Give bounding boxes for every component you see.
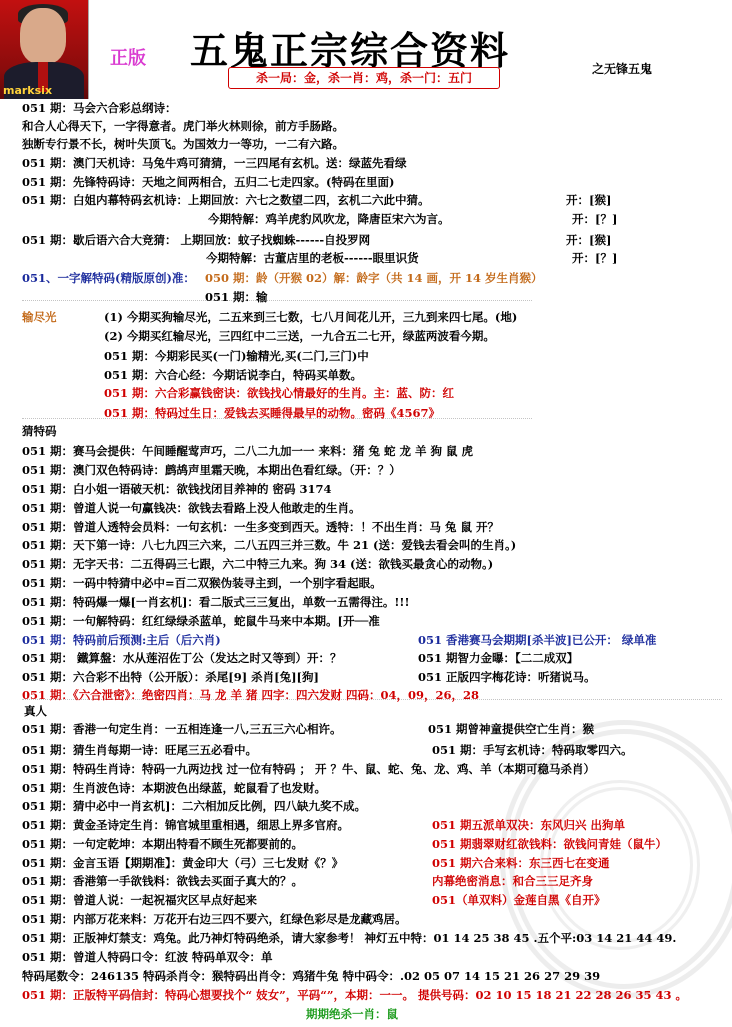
text-line: 独断专行景不长，树叶失顶飞。为国效力一等功，一二有六路。 bbox=[22, 137, 344, 151]
text-line: 051 期：特码过生日：爱钱去买睡得最早的动物。密码《4567》 bbox=[104, 406, 441, 420]
text-line: 051 期：香港一句定生肖：一五相连逢一八,三五三六心相许。 bbox=[22, 722, 342, 736]
text-line: 051 香港赛马会期期[杀半波]已公开： 绿单准 bbox=[418, 633, 657, 647]
text-line: 051 期：输 bbox=[205, 290, 268, 304]
text-line: 051 期：内部万花来料：万花开右边三四不要六，红绿色彩尽是龙藏鸡居。 bbox=[22, 912, 407, 926]
text-line: 051 期：猜中必中一肖玄机]：二六相加反比例，四八缺九奖不成。 bbox=[22, 799, 366, 813]
text-line: 051 期：生肖波色诗：本期波色出绿蓝，蛇鼠看了也发财。 bbox=[22, 781, 327, 795]
text-line: 051 期：特码爆一爆[一肖玄机]：看二版式三三复出，单数一五需得注。!!! bbox=[22, 595, 410, 609]
text-line: 051 期：手写玄机诗：特码取零四六。 bbox=[432, 743, 633, 757]
separator bbox=[22, 300, 532, 301]
edition-label: 正版 bbox=[110, 48, 146, 69]
text-line: 特码尾数令：246135 特码杀肖令：猴特码出肖令：鸡猪牛兔 特中码令：.02 05 07 14 15 21 26 27 29 39 bbox=[22, 969, 601, 983]
text-line: 051 期：正版特平码信封：特码心想要找个“ 妓女”，平码“”，本期：一一。 提供号码：02 10 15 18 21 22 28 26 35 43 。 bbox=[22, 988, 688, 1002]
text-line: (1) 今期买狗输尽光，二五来到三七数，七八月间花儿开，三九到来四七尾。(地) bbox=[104, 310, 518, 324]
text-line: 051 期：六合心经：今期话说李白，特码买单数。 bbox=[104, 368, 363, 382]
text-line: 051 正版四字梅花诗：听猪说马。 bbox=[418, 670, 596, 684]
text-line: 051 期：曾道人透特会员料：一句玄机：一生多变到西天。透特：！不出生肖：马 兔 鼠 开？ bbox=[22, 520, 500, 534]
text-line: 开：[？] bbox=[572, 251, 618, 265]
text-line: 051 期智力金曝：【二二成双】 bbox=[418, 651, 579, 665]
text-line: 051（单双料）金莲自黑《自开》 bbox=[432, 893, 606, 907]
text-line: 051 期：澳门天机诗：马兔牛鸡可猜猜，一三四尾有玄机。送：绿蓝先看绿 bbox=[22, 156, 407, 170]
text-line: 051 期：曾道人说一句赢钱决：欲钱去看路上没人他敢走的生肖。 bbox=[22, 501, 361, 515]
text-line: 051 期：曾道人说：一起祝福灾区早点好起来 bbox=[22, 893, 258, 907]
text-line: 开：[猴] bbox=[566, 233, 612, 247]
author-label: 之无锋五鬼 bbox=[592, 62, 653, 76]
text-line: 真人 bbox=[24, 704, 47, 718]
text-line: 051 期：特码前后预测:主后（后六肖) bbox=[22, 633, 221, 647]
text-line: 051、一字解特码(精版原创)准： bbox=[22, 271, 195, 285]
text-line: 051 期：《六合泄密》：绝密四肖：马 龙 羊 猪 四字：四六发财 四码：04，09，26，28 bbox=[22, 688, 480, 702]
text-line: 051 期：黄金圣诗定生肖：锦官城里重相遇，细思上界多官府。 bbox=[22, 818, 350, 832]
text-line: 今期特解：鸡羊虎豹风吹龙，降唐臣宋六为言。 bbox=[208, 212, 450, 226]
text-line: 051 期：正版神灯禁支：鸡兔。此乃神灯特码绝杀，请大家参考！ 神灯五中特：01 14 25 38 45 .五个平:03 14 21 44 49. bbox=[22, 931, 677, 945]
text-line: 开：[猴] bbox=[566, 193, 612, 207]
text-line: 051 期：今期彩民买(一门)输精光,买(二门,三门)中 bbox=[104, 349, 369, 363]
text-line: 051 期：歇后语六合大竞猜： 上期回放：蚊子找蜘蛛------自投罗网 bbox=[22, 233, 371, 247]
text-line: 期期绝杀一肖：鼠 bbox=[306, 1007, 398, 1021]
text-line: 051 期：特码生肖诗：特码一九两边找 过一位有特码 ； 开 ？牛、鼠、蛇、兔、龙、鸡、羊（本期可稳马杀肖） bbox=[22, 762, 596, 776]
photo-face bbox=[20, 8, 66, 64]
text-line: 051 期：白姐内幕特码玄机诗：上期回放：六七之数望二四，玄机二六此中猜。 bbox=[22, 193, 430, 207]
text-line: (2) 今期买红输尽光，三四红中二三送，一九合五二七开，绿蓝两波看今期。 bbox=[104, 329, 495, 343]
text-line: 输尽光 bbox=[22, 310, 57, 324]
text-line: 051 期：六合彩赢钱密诀：欲钱找心情最好的生肖。主：蓝、防：红 bbox=[104, 386, 455, 400]
text-line: 051 期：白小姐一语破天机：欲钱找闭目养神的 密码 3174 bbox=[22, 482, 332, 496]
text-line: 051 期：曾道人特码口令：红波 特码单双令：单 bbox=[22, 950, 273, 964]
text-line: 今期特解：古董店里的老板------眼里识货 bbox=[206, 251, 419, 265]
text-line: 051 期：一句解特码：红红绿绿杀蓝单，蛇鼠牛马来中本期。[开──准 bbox=[22, 614, 380, 628]
text-line: 051 期：马会六合彩总纲诗： bbox=[22, 101, 177, 115]
text-line: 051 期：澳门双色特码诗：鹧鸪声里霜天晚，本期出色看红绿。（开：？） bbox=[22, 463, 401, 477]
text-line: 050 期：龄（开猴 02）解：龄字（共 14 画，开 14 岁生肖猴） bbox=[205, 271, 543, 285]
text-line: 051 期：天下第一诗：八七九四三六来，二八五四三并三数。牛 21 (送：爱钱去看会叫的生肖。) bbox=[22, 538, 517, 552]
text-line: 051 期：六合彩不出特（公开版）：杀尾[9] 杀肖[兔][狗] bbox=[22, 670, 319, 684]
author-photo bbox=[0, 0, 89, 99]
text-line: 开：[？] bbox=[572, 212, 618, 226]
text-line: 051 期：猜生肖每期一诗：旺尾三五必看中。 bbox=[22, 743, 258, 757]
text-line: 051 期曾神童提供空亡生肖：猴 bbox=[428, 722, 595, 736]
page-title: 五鬼正宗综合资料 bbox=[190, 28, 511, 73]
text-line: 051 期六合来料：东三西七在变通 bbox=[432, 856, 610, 870]
text-line: 和合人心得天下，一字得意者。虎门举火林则徐，前方手肠路。 bbox=[22, 119, 344, 133]
text-line: 猜特码 bbox=[22, 424, 57, 438]
text-line: 051 期：先锋特码诗：天地之间两相合，五归二七走四家。(特码在里面) bbox=[22, 175, 395, 189]
text-line: 051 期：赛马会提供：午间睡醒莺声巧，二八二九加一一 来料：猪 兔 蛇 龙 羊 狗 鼠 虎 bbox=[22, 444, 474, 458]
text-line: 051 期：一码中特猜中必中=百二双猴伪装寻主到，一个别字看起眼。 bbox=[22, 576, 382, 590]
text-line: 051 期翡翠财红欲钱料：欲钱问青娃（鼠牛） bbox=[432, 837, 668, 851]
text-line: 051 期五派单双决：东风归兴 出狗单 bbox=[432, 818, 626, 832]
text-line: 051 期： 鐵算盤：水从莲沼佐丁公（发达之时又等到）开：？ bbox=[22, 651, 342, 665]
text-line: 051 期：金言玉语【期期准】：黄金印大（弓）三七发财《？》 bbox=[22, 856, 344, 870]
photo-tag: marksix bbox=[3, 84, 53, 97]
text-line: 051 期：一句定乾坤：本期出特看不顾生死都要前的。 bbox=[22, 837, 304, 851]
text-line: 051 期：无字天书：二五得码三七跟，六二中特三九来。狗 34 (送：欲钱买最贪心的动物。) bbox=[22, 557, 494, 571]
text-line: 051 期：香港第一手欲钱料：欲钱去买面子真大的？。 bbox=[22, 874, 304, 888]
text-line: 内幕绝密消息：和合三三足齐身 bbox=[432, 874, 593, 888]
kill-banner: 杀一局：金，杀一肖：鸡，杀一门：五门 bbox=[228, 67, 500, 89]
